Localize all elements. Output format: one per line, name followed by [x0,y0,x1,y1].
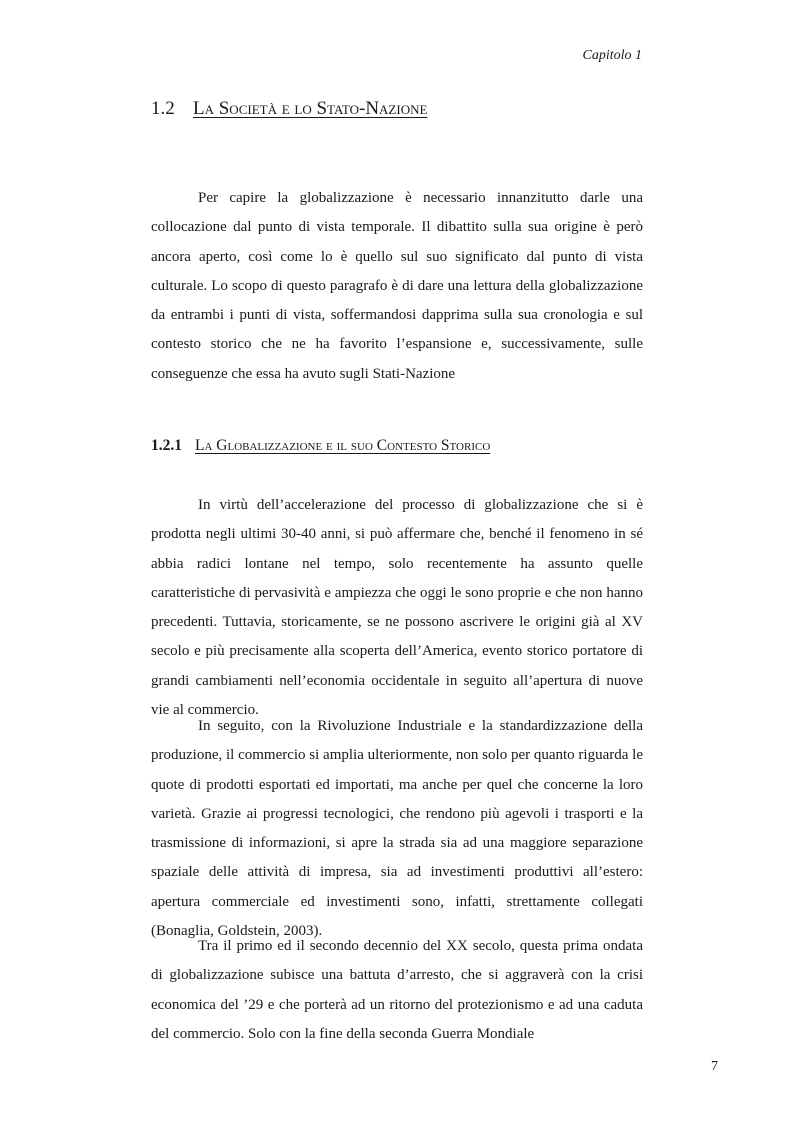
body-paragraph: In seguito, con la Rivoluzione Industriale e la standardizzazione della produzione, il commercio si amplia ulteriormente, non solo per quanto riguarda le quote di prodotti esportati ed importati, ma anche per quel che concerne la loro varietà. Grazie ai progressi tecnologici, che rendono più agevoli i trasporti e la trasmissione di informazioni, si apre la strada sia ad una maggiore separazione spaziale delle attività di impresa, sia ad investimenti produttivi all’estero: apertura commerciale ed investimenti sono, infatti, strettamente collegati (Bonaglia, Goldstein, 2003). [151,718,643,940]
page-number: 7 [711,1059,718,1074]
body-paragraph: Tra il primo ed il secondo decennio del XX secolo, questa prima ondata di globalizzazione subisce una battuta d’arresto, che si aggraverà con la crisi economica del ’29 e che porterà ad un ritorno del protezionismo e ad una caduta del commercio. Solo con la fine della seconda Guerra Mondiale [151,938,643,1042]
subsection-heading-text: La Globalizzazione e il suo Contesto Storico [195,437,491,454]
section-title [151,98,427,120]
intro-paragraph: Per capire la globalizzazione è necessario innanzitutto darle una collocazione dal punto di vista temporale. Il dibattito sulla sua origine è però ancora aperto, così come lo è quello sul suo significato dal punto di vista culturale. Lo scopo di questo paragrafo è di dare una lettura della globalizzazione da entrambi i punti di vista, soffermandosi dapprima sulla sua cronologia e sul contesto storico che ne ha favorito l’espansione e, successivamente, sulle conseguenze che essa ha avuto sugli Stati-Nazione [151,190,643,382]
subsection-number: 1.2.1 [151,437,182,454]
subsection-title [151,437,490,455]
body-paragraph: In virtù dell’accelerazione del processo di globalizzazione che si è prodotta negli ultimi 30-40 anni, si può affermare che, benché il fenomeno in sé abbia radici lontane nel tempo, solo recentemente ha assunto quelle caratteristiche di pervasività e ampiezza che oggi le sono proprie e che non hanno precedenti. Tuttavia, storicamente, se ne possono ascrivere le origini già al XV secolo e più precisamente alla scoperta dell’America, evento storico portatore di grandi cambiamenti nell’economia occidentale in seguito all’apertura di nuove vie al commercio. [151,497,643,719]
running-header: Capitolo 1 [582,48,642,63]
section-number: 1.2 [151,98,175,119]
section-heading-text: La Società e lo Stato-Nazione [193,98,428,119]
